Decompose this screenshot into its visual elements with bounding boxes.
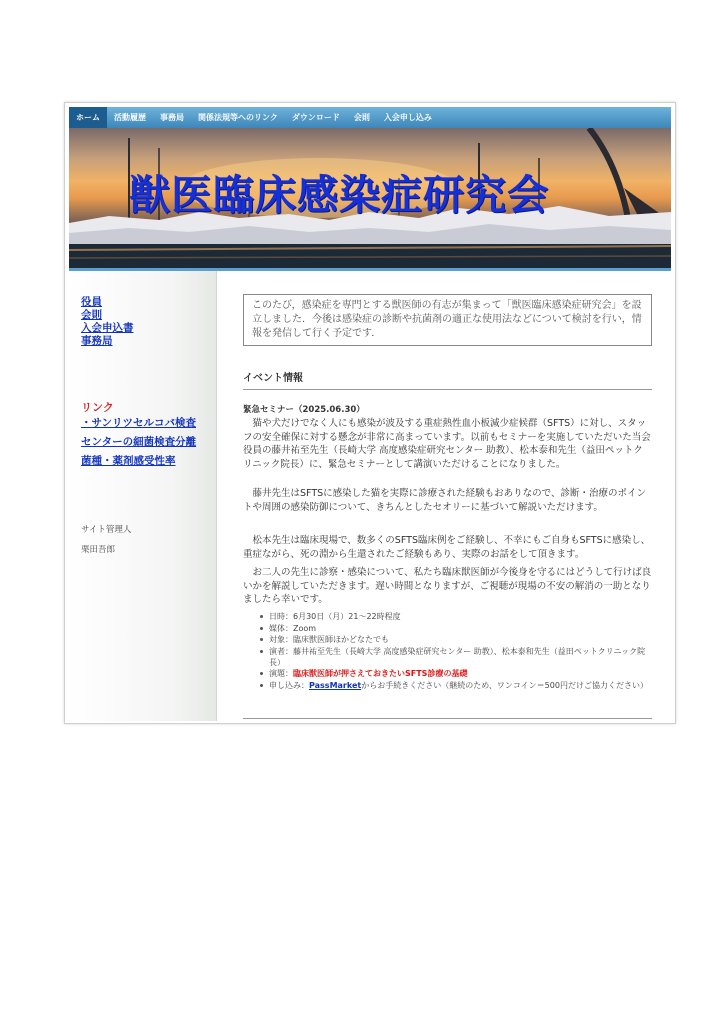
detail-media: 媒体：Zoom	[258, 623, 652, 634]
sidebar-link-application-form[interactable]: 入会申込書	[81, 322, 134, 334]
divider	[243, 718, 652, 719]
seminar-paragraph: 松本先生は臨床現場で、数多くのSFTS臨床例をご経験し、不幸にもご自身もSFTSに感染し、重症ながら、死の淵から生還されたご経験もあり、実際のお話をして頂きます。	[243, 535, 651, 560]
sidebar-link-bylaws[interactable]: 会則	[81, 309, 102, 321]
seminar-details-list	[258, 611, 652, 691]
passmarket-link[interactable]: PassMarket	[309, 680, 362, 690]
detail-apply-rest: からお手続きください（継続のため、ワンコイン＝500円だけご協力ください）	[361, 680, 648, 690]
detail-apply	[258, 680, 652, 691]
nav-download[interactable]: ダウンロード	[291, 113, 340, 122]
header-banner	[69, 128, 671, 268]
site-admin-name: 栗田吾郎	[81, 545, 116, 555]
events-heading: イベント情報	[243, 373, 303, 384]
nav-home[interactable]: ホーム	[69, 107, 107, 128]
detail-theme-value: 臨床獣医師が押さえておきたいSFTS診療の基礎	[293, 669, 468, 678]
sidebar	[69, 271, 217, 721]
sidebar-link-officers[interactable]: 役員	[81, 296, 102, 308]
detail-theme	[258, 668, 652, 679]
nav-legal-links[interactable]: 関係法規等へのリンク	[198, 113, 278, 122]
main-content	[216, 271, 673, 721]
nav-office[interactable]: 事務局	[160, 113, 184, 122]
sidebar-link-office[interactable]: 事務局	[81, 335, 113, 347]
nav-membership-application[interactable]: 入会申し込み	[383, 113, 432, 122]
intro-box: このたび，感染症を専門とする獣医師の有志が集まって「獣医臨床感染症研究会」を設立しました．今後は感染症の診断や抗菌剤の適正な使用法などについて検討を行い，情報を発信して行く予定です．	[243, 294, 652, 346]
nav-bylaws[interactable]: 会則	[353, 113, 370, 122]
detail-speakers: 演者：藤井祐至先生（長崎大学 高度感染症研究センター 助教）、松本泰和先生（益田ペットクリニック院長）	[258, 646, 652, 668]
detail-theme-label: 演題：	[269, 669, 293, 678]
page-frame	[64, 102, 676, 724]
detail-apply-label: 申し込み：	[269, 680, 309, 690]
seminar-paragraph: お二人の先生に診察・感染について、私たち臨床獣医師が今後身を守るにはどうして行けば良いかを解説していただきます。遅い時間となりますが、ご視聴が現場の不安の解消の一助となりましたら幸いです。	[243, 567, 652, 605]
links-heading: リンク	[81, 401, 114, 414]
sidebar-link-sanritsu-lab[interactable]: ・サンリツセルコバ検査センターの細菌検査分離菌種・薬剤感受性率	[81, 417, 197, 467]
divider	[243, 389, 652, 390]
detail-date: 日時：6月30日（月）21〜22時程度	[258, 611, 652, 622]
site-admin-label: サイト管理人	[81, 525, 132, 535]
nav-activity-history[interactable]: 活動履歴	[114, 113, 146, 122]
top-nav	[69, 107, 671, 128]
seminar-paragraph: 藤井先生はSFTSに感染した猫を実際に診療された経験もおありなので、診断・治療のポイントや周囲の感染防御について、きちんとしたセオリーに基づいて解説いただけます。	[243, 488, 646, 513]
detail-target: 対象：臨床獣医師ほかどなたでも	[258, 634, 652, 645]
seminar-paragraph: 猫や犬だけでなく人にも感染が波及する重症熱性血小板減少症候群（SFTS）に対し、スタッフの安全確保に対する懸念が非常に高まっています。以前もセミナーを実施していただいた当会役員の藤井祐至先生（長崎大学 高度感染症研究センター 助教）、松本泰和先生（益田ペットクリニック院長）に、緊急セミナーとして講演いただけることになりました。	[243, 418, 651, 470]
site-title: 獣医臨床感染症研究会	[129, 171, 549, 219]
seminar-title: 緊急セミナー（2025.06.30）	[243, 405, 365, 415]
